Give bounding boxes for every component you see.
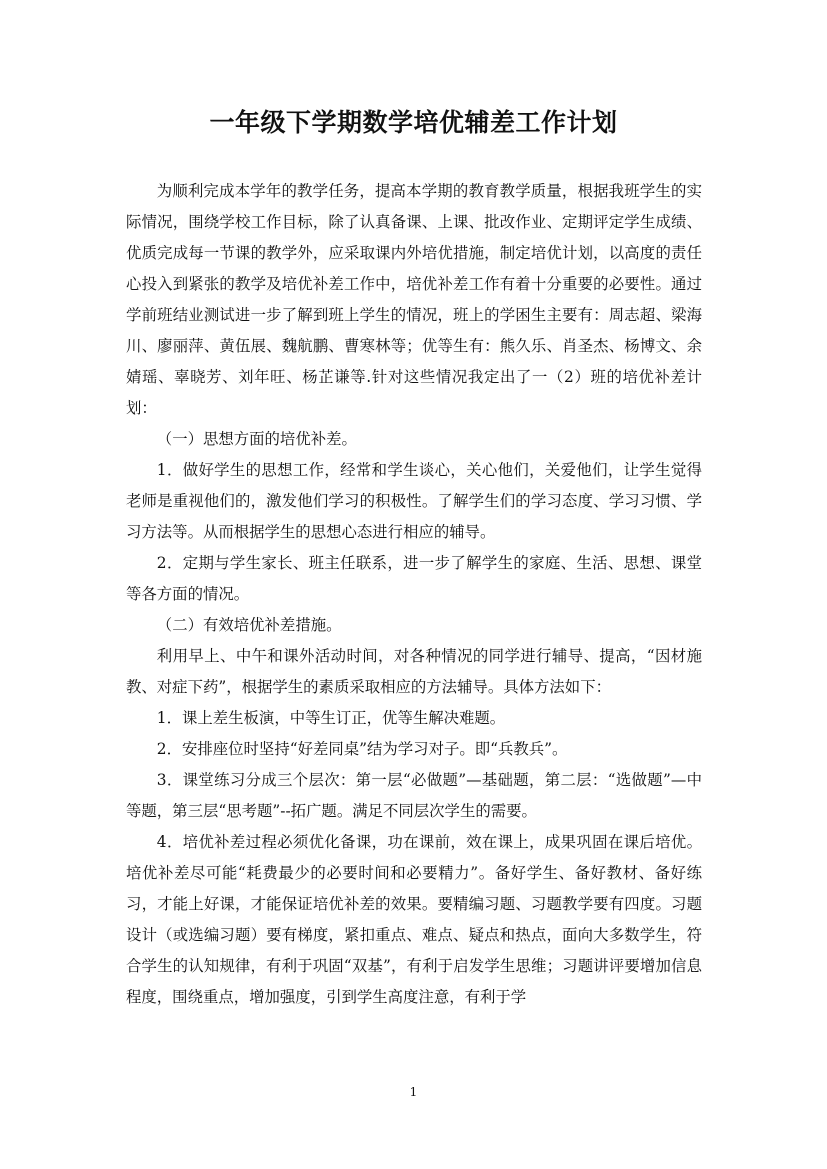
document-title: 一年级下学期数学培优辅差工作计划: [209, 108, 618, 137]
intro-paragraph: 为顺利完成本学年的教学任务，提高本学期的教育教学质量，根据我班学生的实际情况，围绕学校工作目标，除了认真备课、上课、批改作业、定期评定学生成绩、优质完成每一节课的教学外，应采取课内外培优措施，制定培优计划，以高度的责任心投入到紧张的教学及培优补差工作中，培优补差工作有着十分重要的必要性。通过学前班结业测试进一步了解到班上学生的情况，班上的学困生主要有：周志超、梁海川、廖丽萍、黄伍展、魏航鹏、曹寒林等；优等生有：熊久乐、肖圣杰、杨博文、余婧瑶、辜晓芳、刘年旺、杨芷谦等.针对这些情况我定出了一（2）班的培优补差计划：: [126, 182, 702, 417]
measures-intro: 利用早上、中午和课外活动时间，对各种情况的同学进行辅导、提高，“因材施教、对症下药”，根据学生的素质采取相应的方法辅导。具体方法如下：: [126, 647, 702, 696]
measures-item-1: 1．课上差生板演，中等生订正，优等生解决难题。: [156, 709, 506, 727]
measures-item-4: 4．培优补差过程必须优化备课，功在课前，效在课上，成果巩固在课后培优。培优补差尽可能“耗费最少的必要时间和必要精力”。备好学生、备好教材、备好练习，才能上好课，才能保证培优补差的效果。要精编习题、习题教学要有四度。习题设计（或选编习题）要有梯度，紧扣重点、难点、疑点和热点，面向大多数学生，符合学生的认知规律，有利于巩固“双基”，有利于启发学生思维；习题讲评要增加信息程度，围绕重点，增加强度，引到学生高度注意，有利于学: [126, 833, 702, 1006]
ideology-item-2: 2．定期与学生家长、班主任联系，进一步了解学生的家庭、生活、思想、课堂等各方面的情况。: [126, 554, 702, 603]
measures-item-2: 2．安排座位时坚持“好差同桌”结为学习对子。即“兵教兵”。: [156, 740, 568, 758]
ideology-item-1: 1．做好学生的思想工作，经常和学生谈心，关心他们，关爱他们，让学生觉得老师是重视他们的，激发他们学习的积极性。了解学生们的学习态度、学习习惯、学习方法等。从而根据学生的思想心态进行相应的辅导。: [126, 461, 702, 541]
page-number: 1: [409, 1085, 418, 1099]
document-body: [126, 176, 702, 1013]
measures-item-3: 3．课堂练习分成三个层次：第一层“必做题”—基础题，第二层：“选做题”—中等题，第三层“思考题”--拓广题。满足不同层次学生的需要。: [126, 771, 702, 820]
section-heading-ideology: （一）思想方面的培优补差。: [156, 430, 357, 448]
section-heading-measures: （二）有效培优补差措施。: [156, 616, 342, 634]
